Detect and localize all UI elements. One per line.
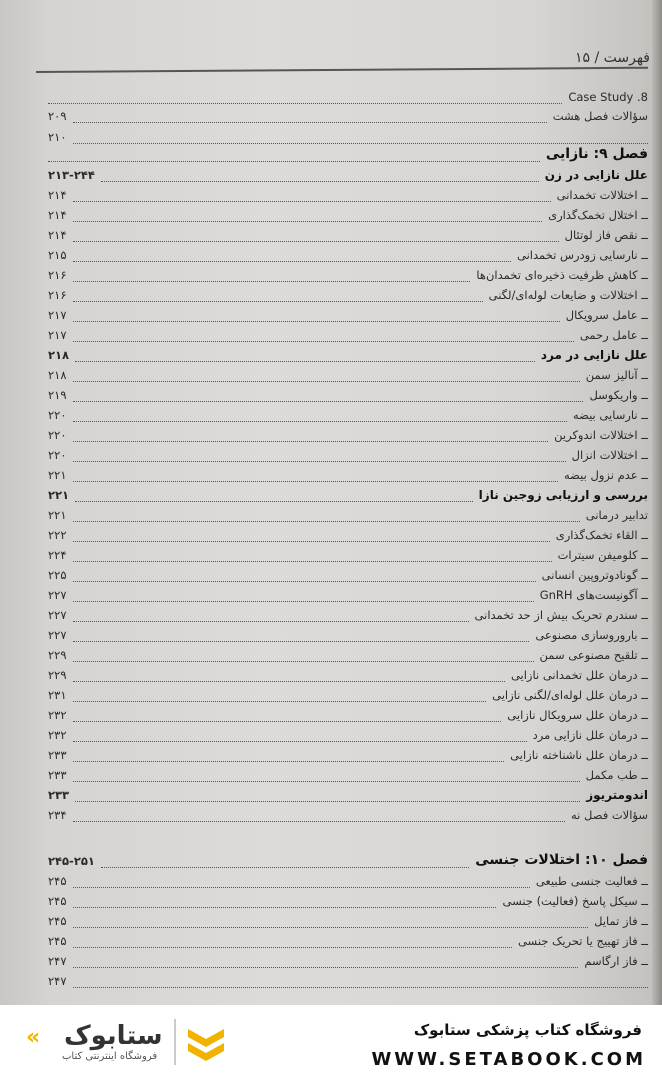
toc-entry-title: ــ القاء تخمک‌گذاری (555, 528, 648, 542)
toc-entry (48, 406, 648, 426)
toc-entry-page: ۲۱۶ (48, 268, 67, 282)
toc-entry (48, 206, 648, 226)
toc-entry-title: ــ فاز ارگاسم (584, 954, 648, 968)
toc-entry-title: علل نازایی در زن (544, 168, 648, 182)
toc-entry-page: ۲۱۳-۲۴۴ (48, 168, 95, 182)
toc-entry-page: ۲۲۰ (48, 408, 67, 422)
dotted-leader (73, 221, 542, 222)
dotted-leader (73, 561, 552, 562)
toc-entry-title: ــ اختلالات اندوکرین (554, 428, 648, 442)
toc-entry (48, 626, 648, 646)
dotted-leader (73, 887, 530, 888)
toc-entry-page: ۲۳۳ (48, 768, 67, 782)
toc-entry (48, 746, 648, 766)
toc-entry-page: ۲۱۴ (48, 188, 67, 202)
toc-entry (48, 486, 648, 506)
toc-entry-page: ۲۲۷ (48, 628, 67, 642)
toc-entry-title: علل نازایی در مرد (540, 348, 648, 362)
dotted-leader (73, 741, 527, 742)
toc-entry (48, 326, 648, 346)
toc-entry-title: ــ اختلالات تخمدانی (556, 188, 648, 202)
toc-entry (48, 346, 648, 366)
toc-entry-page: ۲۳۴ (48, 808, 67, 822)
toc-entry-page: ۲۲۹ (48, 648, 67, 662)
dotted-leader (73, 201, 551, 202)
dotted-leader (73, 927, 588, 928)
toc-entry-title: ــ درمان علل نازایی مرد (532, 728, 648, 742)
dotted-leader (73, 601, 534, 602)
toc-entry-page: ۲۲۱ (48, 488, 70, 502)
toc-entry (48, 706, 648, 726)
logo-divider (174, 1019, 176, 1065)
book-mark-icon (184, 1021, 228, 1065)
dotted-leader (73, 401, 583, 402)
toc-entry (48, 386, 648, 406)
dotted-leader (73, 281, 470, 282)
toc-entry (48, 366, 648, 386)
toc-entry-title: ــ عامل سرویکال (565, 308, 648, 322)
dotted-leader (73, 241, 559, 242)
dotted-leader (73, 381, 580, 382)
toc-entry-page: ۲۴۵ (48, 914, 67, 928)
dotted-leader (73, 481, 558, 482)
dotted-leader (73, 681, 505, 682)
toc-entry-title: بررسی و ارزیابی زوجین نازا (478, 488, 648, 502)
toc-entry-title: ــ آنالیز سمن (585, 368, 648, 382)
logo-tagline: فروشگاه اینترنتی کتاب (62, 1051, 158, 1062)
store-name: فروشگاه کتاب پزشکی ستابوک (413, 1021, 642, 1039)
toc-entry-title: سؤالات فصل نه (570, 808, 648, 822)
toc-entry (48, 286, 648, 306)
toc-entry-page: ۲۴۷ (48, 974, 67, 988)
toc-entry-title: ــ باروروسازی مصنوعی (535, 628, 648, 642)
toc-entry (48, 766, 648, 786)
dotted-leader (73, 967, 578, 968)
dotted-leader (73, 541, 550, 542)
page-header-text: فهرست / ۱۵ (574, 50, 650, 66)
dotted-leader (73, 661, 534, 662)
toc-entry-page: ۲۱۶ (48, 288, 67, 302)
dotted-leader (73, 947, 512, 948)
toc-entry-page: ۲۳۱ (48, 688, 67, 702)
dotted-leader (73, 301, 483, 302)
toc-entry-title: ــ گونادوتروپین انسانی (541, 568, 648, 582)
toc-entry-page: ۲۱۵ (48, 248, 67, 262)
arrows-icon: « (26, 1025, 41, 1050)
dotted-leader (73, 461, 566, 462)
toc-entry-title: ــ عامل رحمی (579, 328, 648, 342)
dotted-leader (73, 781, 580, 782)
toc-entry-title: ــ سیکل پاسخ (فعالیت) جنسی (502, 894, 648, 908)
toc-entry-title: Case Study .8 (568, 90, 648, 104)
dotted-leader (73, 441, 548, 442)
dotted-leader (73, 261, 511, 262)
logo-name: ستابوک (64, 1021, 163, 1051)
toc-entry-page: ۲۲۲ (48, 528, 67, 542)
toc-entry-title: ــ فعالیت جنسی طبیعی (535, 874, 648, 888)
toc-entry-page: ۲۴۵ (48, 874, 67, 888)
dotted-leader (73, 122, 547, 123)
toc-entry-page: ۲۱۴ (48, 208, 67, 222)
dotted-leader (73, 761, 504, 762)
toc-entry-title: ــ تلقیح مصنوعی سمن (539, 648, 648, 662)
toc-entry (48, 872, 648, 892)
toc-entry (48, 606, 648, 626)
toc-entry (48, 426, 648, 446)
toc-entry-title: ــ سندرم تحریک بیش از حد تخمدانی (474, 608, 648, 622)
toc-entry-title: ــ عدم نزول بیضه (564, 468, 648, 482)
store-url[interactable]: WWW.SETABOOK.COM (371, 1049, 646, 1070)
dotted-leader (75, 361, 535, 362)
toc-entry (48, 826, 648, 846)
toc-entry (48, 932, 648, 952)
toc-entry-page: ۲۳۲ (48, 708, 67, 722)
toc-entry-page: ۲۱۷ (48, 308, 67, 322)
toc-entry-title: ــ نقص فاز لوتئال (564, 228, 648, 242)
toc-entry (48, 566, 648, 586)
toc-entry-page: ۲۱۸ (48, 368, 67, 382)
toc-entry-page: ۲۲۷ (48, 608, 67, 622)
toc-entry-title: ــ واریکوسل (589, 388, 648, 402)
dotted-leader (73, 341, 574, 342)
toc-entry-title: ــ کاهش ظرفیت ذخیره‌ای تخمدان‌ها (476, 268, 648, 282)
toc-entry (48, 666, 648, 686)
toc-entry-page: ۲۱۴ (48, 228, 67, 242)
toc-entry-title: فصل ۹: نازایی (545, 146, 648, 162)
toc-entry-page: ۲۴۷ (48, 954, 67, 968)
toc-entry (48, 128, 648, 148)
toc-entry-page: ۲۴۵ (48, 894, 67, 908)
dotted-leader (75, 501, 473, 502)
toc-entry-page: ۲۳۲ (48, 728, 67, 742)
store-banner (0, 1005, 662, 1079)
dotted-leader (73, 421, 567, 422)
store-logo[interactable] (26, 1019, 236, 1069)
toc-entry (48, 686, 648, 706)
dotted-leader (73, 321, 560, 322)
toc-entry (48, 952, 648, 972)
toc-entry-page: ۲۱۸ (48, 348, 70, 362)
toc-entry-title: ــ درمان علل تخمدانی نازایی (510, 668, 648, 682)
toc-entry (48, 526, 648, 546)
dotted-leader (75, 801, 580, 802)
toc-entry-page: ۲۴۵-۲۵۱ (48, 854, 95, 868)
toc-entry (48, 506, 648, 526)
toc-entry (48, 892, 648, 912)
toc-entry (48, 786, 648, 806)
dotted-leader (48, 103, 562, 104)
toc-entry-page: ۲۱۷ (48, 328, 67, 342)
toc-entry-page: ۲۲۴ (48, 548, 67, 562)
toc-entry (48, 446, 648, 466)
toc-entry (48, 586, 648, 606)
toc-entry-title: ــ نارسایی بیضه (572, 408, 648, 422)
toc-entry (48, 107, 648, 127)
toc-entry-title: ــ فاز تهییج یا تحریک جنسی (517, 934, 648, 948)
toc-entry-page: ۲۱۰ (48, 130, 67, 144)
toc-entry (48, 88, 648, 108)
dotted-leader (73, 701, 486, 702)
toc-entry (48, 806, 648, 826)
toc-entry (48, 306, 648, 326)
dotted-leader (101, 867, 469, 868)
toc-entry (48, 972, 648, 992)
dotted-leader (48, 161, 540, 162)
dotted-leader (73, 821, 565, 822)
dotted-leader (73, 641, 529, 642)
toc-entry-title: سؤالات فصل هشت (552, 109, 648, 123)
toc-entry-title: فصل ۱۰: اختلالات جنسی (475, 852, 648, 868)
dotted-leader (73, 907, 496, 908)
toc-entry-page: ۲۱۹ (48, 388, 67, 402)
toc-entry-title: تدابیر درمانی (585, 508, 648, 522)
toc-entry-title: ــ درمان علل سرویکال نازایی (507, 708, 648, 722)
toc-entry (48, 186, 648, 206)
dotted-leader (101, 181, 539, 182)
dotted-leader (73, 987, 648, 988)
toc-entry (48, 166, 648, 186)
toc-entry (48, 912, 648, 932)
toc-entry-title: اندومتریوز (586, 788, 648, 802)
dotted-leader (73, 521, 580, 522)
toc-entry-page: ۲۲۰ (48, 448, 67, 462)
toc-entry (48, 266, 648, 286)
toc-entry (48, 852, 648, 872)
toc-entry-page: ۲۲۵ (48, 568, 67, 582)
toc-entry-title: ــ کلومیفن سیترات (557, 548, 648, 562)
toc-entry-page: ۲۲۰ (48, 428, 67, 442)
toc-entry-page: ۲۴۵ (48, 934, 67, 948)
toc-entry (48, 246, 648, 266)
toc-entry-title: ــ فاز تمایل (594, 914, 648, 928)
toc-entry-page: ۲۳۳ (48, 748, 67, 762)
toc-entry (48, 646, 648, 666)
toc-entry-page: ۲۲۹ (48, 668, 67, 682)
dotted-leader (73, 581, 536, 582)
toc-entry-title: ــ درمان علل لوله‌ای/لگنی نازایی (492, 688, 648, 702)
toc-entry-title: ــ درمان علل ناشناخته نازایی (510, 748, 648, 762)
toc-entry-page: ۲۳۳ (48, 788, 70, 802)
dotted-leader (73, 721, 501, 722)
toc-entry-page: ۲۲۱ (48, 468, 67, 482)
toc-entry-title: ــ نارسایی زودرس تخمدانی (517, 248, 648, 262)
toc-entry-title: ــ اختلالات انزال (571, 448, 648, 462)
toc-entry-title: ــ آگونیست‌های GnRH (539, 588, 648, 602)
toc-entry (48, 226, 648, 246)
toc-entry (48, 466, 648, 486)
toc-entry-page: ۲۲۱ (48, 508, 67, 522)
toc-entry-title: ــ اختلال تخمک‌گذاری (548, 208, 648, 222)
toc-entry (48, 146, 648, 166)
toc-entry-title: ــ طب مکمل (585, 768, 648, 782)
book-spine-shadow (652, 0, 662, 1005)
toc-entry-title: ــ اختلالات و ضایعات لوله‌ای/لگنی (488, 288, 648, 302)
toc-entry-page: ۲۲۷ (48, 588, 67, 602)
toc-entry (48, 546, 648, 566)
toc-entry-page: ۲۰۹ (48, 109, 67, 123)
dotted-leader (73, 143, 648, 144)
toc-entry (48, 726, 648, 746)
dotted-leader (73, 621, 469, 622)
